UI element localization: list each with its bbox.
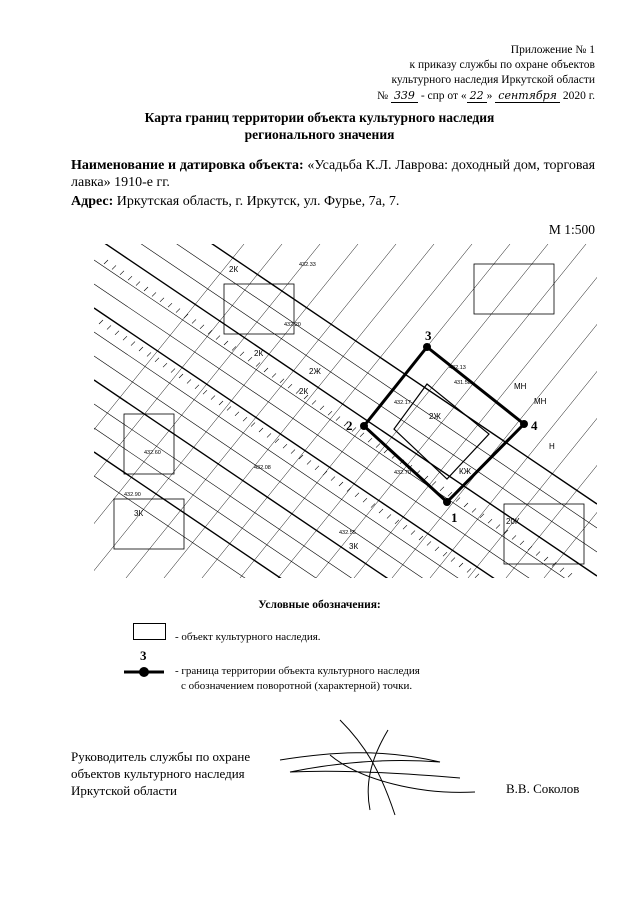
- title-line1: Карта границ территории объекта культурного наследия: [144, 110, 495, 125]
- zone-label: КЖ: [459, 467, 472, 476]
- signatory-title-line3: Иркутской области: [71, 783, 177, 798]
- zone-label: Н: [549, 442, 555, 451]
- zone-label: 2Ж: [429, 412, 441, 421]
- zone-label: 2К: [254, 349, 264, 358]
- map-scale: М 1:500: [548, 222, 595, 237]
- point-label-2: 2: [346, 418, 353, 433]
- object-name-value: «Усадьба К.Л. Лаврова: доходный дом, торговая лавка» 1910-е гг.: [71, 158, 596, 190]
- object-address: [71, 193, 399, 210]
- signatory-title-line1: Руководитель службы по охране: [71, 749, 251, 764]
- spot-height-label: 432.13: [449, 365, 466, 371]
- spot-height-label: 432.55: [339, 530, 356, 536]
- zone-label: 2К: [229, 265, 239, 274]
- legend-boundary-symbol: [122, 646, 166, 680]
- point-label-4: 4: [531, 418, 538, 433]
- legend-title: Условные обозначения:: [258, 599, 381, 611]
- spot-height-label: 432.08: [254, 465, 271, 471]
- zone-label: 2К: [299, 387, 309, 396]
- legend-object-swatch: [133, 623, 166, 640]
- signatory-title-line2: объектов культурного наследия: [71, 766, 245, 781]
- zone-label: 2Ж: [309, 367, 321, 376]
- point-label-1: 1: [451, 510, 458, 525]
- signature-strokes: [280, 720, 475, 815]
- spot-height-label: 432.20: [284, 322, 301, 328]
- spot-height-label: 432.60: [144, 450, 161, 456]
- boundary-point-3: [423, 343, 431, 351]
- appendix-line1: Приложение № 1: [510, 44, 595, 56]
- legend-boundary-point: [139, 667, 149, 677]
- legend-object-text: - объект культурного наследия.: [175, 631, 321, 643]
- zone-label: МН: [514, 382, 527, 391]
- title-line2: регионального значения: [244, 127, 395, 142]
- legend-boundary-line2: с обозначением поворотной (характерной) точки.: [181, 680, 413, 692]
- handwritten-day: 22: [467, 89, 487, 103]
- signatory-title: [71, 748, 250, 799]
- boundary-point-2: [360, 422, 368, 430]
- spot-height-label: 432.90: [124, 492, 141, 498]
- boundary-point-4: [520, 420, 528, 428]
- legend-boundary-text: [175, 664, 420, 694]
- point-label-3: 3: [425, 328, 432, 343]
- spot-height-label: 432.17: [394, 400, 411, 406]
- address-value: Иркутская область, г. Иркутск, ул. Фурье, 7а, 7.: [116, 194, 400, 209]
- legend-point-number: 3: [140, 648, 147, 663]
- appendix-line3: культурного наследия Иркутской области: [391, 74, 595, 86]
- address-label: Адрес:: [71, 194, 114, 209]
- signatory-name: В.В. Соколов: [506, 781, 580, 796]
- handwritten-number: 339: [391, 89, 418, 103]
- document-title: [0, 109, 639, 143]
- spot-height-label: 431.58: [454, 380, 471, 386]
- appendix-line2: к приказу службы по охране объектов: [409, 59, 595, 71]
- appendix-header: [377, 43, 595, 104]
- object-name: [71, 157, 595, 191]
- zone-label: 20К: [506, 517, 520, 526]
- spot-height-label: 432.70: [394, 470, 411, 476]
- zone-label: 3К: [134, 509, 144, 518]
- handwritten-signature: [270, 700, 480, 820]
- map-background: [94, 244, 597, 578]
- handwritten-month: сентября: [495, 89, 560, 103]
- cadastral-map: [94, 244, 597, 578]
- appendix-order-number: № 339 - спр от « 22 » сентября 2020 г.: [377, 89, 595, 102]
- object-name-label: Наименование и датировка объекта:: [71, 158, 304, 173]
- boundary-point-1: [443, 498, 451, 506]
- zone-label: МН: [534, 397, 547, 406]
- legend-boundary-line1: - граница территории объекта культурного наследия: [175, 665, 420, 677]
- spot-height-label: 432.33: [299, 262, 316, 268]
- zone-label: 3К: [349, 542, 359, 551]
